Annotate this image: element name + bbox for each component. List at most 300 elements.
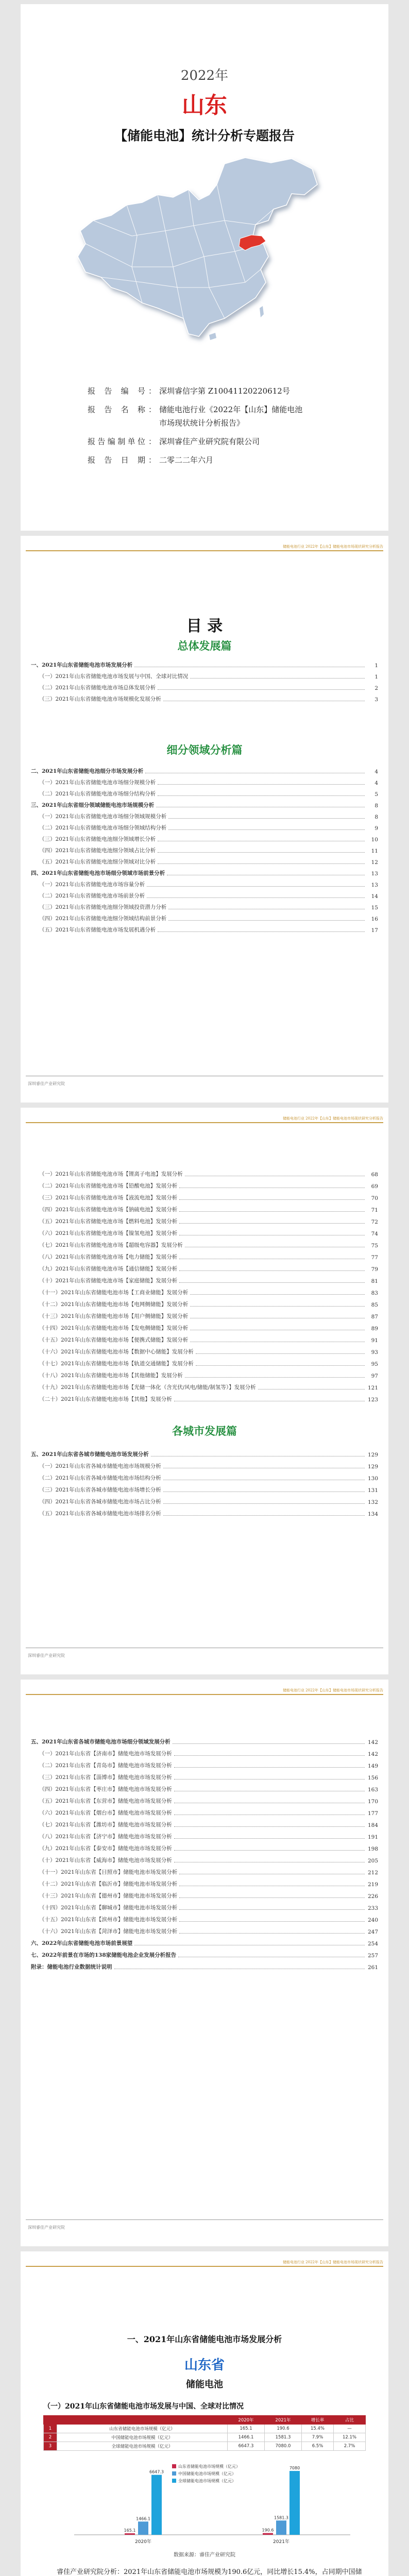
toc-section-cities: 各城市发展篇 [172, 1425, 237, 1437]
hainan-island [209, 333, 216, 340]
toc-entry-page: 257 [367, 1953, 378, 1959]
table-cell: 7.9% [302, 2433, 334, 2442]
toc-entry-page: 89 [371, 1326, 378, 1332]
toc-entry[interactable] [39, 1240, 378, 1249]
cover-info-row-4: 报告编制单位 ： 深圳睿佳产业研究院有限公司 [88, 437, 260, 446]
toc-entry[interactable] [39, 856, 378, 866]
toc-entry-title: （一）2021年山东省储能电池市场容量分析 [39, 880, 147, 888]
toc-leader-dots [179, 1282, 365, 1283]
toc-entry-title: 七、2022年前景在市场的138家储能电池企业发展分析报告 [31, 1951, 178, 1959]
toc-entry[interactable] [31, 800, 378, 809]
toc-entry[interactable] [39, 1394, 378, 1403]
toc-entry[interactable] [39, 1311, 378, 1320]
table-cell: 12.1% [334, 2433, 366, 2442]
toc-entry-title: （一）2021年山东省【济南市】储能电池市场发展分析 [39, 1750, 174, 1757]
table-cell: 全球储能电池市场规模（亿元） [57, 2442, 228, 2451]
toc-entry-page: 1 [374, 674, 378, 680]
toc-entry[interactable] [39, 682, 378, 691]
toc-entry-page: 87 [371, 1314, 378, 1320]
bar-value-label: 1581.3 [274, 2515, 288, 2520]
toc-entry[interactable] [39, 845, 378, 854]
toc-entry-page: 71 [371, 1207, 378, 1213]
page-header: 储能电池行业 2022年【山东】储能电池市场现状研究分析报告 [21, 1680, 388, 1700]
toc-entry-page: 8 [374, 803, 378, 809]
toc-entry-page: 70 [371, 1195, 378, 1201]
toc-entry[interactable] [31, 1938, 378, 1947]
toc-entry[interactable] [39, 834, 378, 843]
toc-entry-page: 10 [371, 837, 378, 843]
toc-leader-dots [174, 1826, 365, 1827]
toc-entry-page: 149 [367, 1763, 378, 1769]
toc-entry-title: （八）2021年山东省【济宁市】储能电池市场发展分析 [39, 1833, 174, 1840]
toc-entry-title: （四）2021年山东省【枣庄市】储能电池市场发展分析 [39, 1785, 174, 1793]
toc-entry[interactable] [39, 1216, 378, 1225]
bar [125, 2533, 135, 2535]
toc-entry-title: （二）2021年山东省储能电池市场总体发展分析 [39, 684, 158, 691]
section-heading-1: 一、2021年山东省储能电池市场发展分析 [127, 2334, 282, 2344]
toc-entry-page: 163 [367, 1787, 378, 1793]
toc-entry-title: （五）2021年山东省储能电池细分领域对比分析 [39, 858, 158, 866]
toc-leader-dots [179, 1211, 365, 1212]
toc-entry[interactable] [31, 766, 378, 775]
toc-entry-title: （七）2021年山东省【潍坊市】储能电池市场发展分析 [39, 1821, 174, 1828]
toc-entry[interactable] [39, 1807, 378, 1817]
toc-entry-title: （十八）2021年山东省储能电池市场【其他储能】发展分析 [39, 1371, 185, 1379]
toc-entry[interactable] [39, 1192, 378, 1201]
toc-entry-page: 16 [371, 916, 378, 922]
toc-entry[interactable] [39, 1275, 378, 1284]
toc-entry-title: （二）2021年山东省储能电池市场细分领域结构分析 [39, 824, 168, 832]
page-header: 储能电池行业 2022年【山东】储能电池市场现状研究分析报告 [21, 2251, 388, 2272]
cover-info-row-1: 报告编号 ： 深圳睿信字第 Z10041120220612号 [88, 386, 290, 396]
toc-entry[interactable] [31, 1950, 378, 1959]
china-map-outline [78, 158, 317, 336]
toc-entry-page: 177 [367, 1810, 378, 1817]
legend-label: 山东省储能电池市场规模（亿元） [178, 2464, 240, 2469]
toc-entry-title: （三）2021年山东省储能电池细分领域增长分析 [39, 835, 158, 843]
toc-entry[interactable] [39, 788, 378, 798]
chart-source: 数据来源：睿佳产业研究院 [174, 2552, 235, 2558]
toc-entry[interactable] [39, 913, 378, 922]
table-cell: 山东省储能电池市场规模（亿元） [57, 2425, 228, 2433]
toc-entry[interactable] [39, 1508, 378, 1517]
x-tick-label: 2021年 [273, 2539, 289, 2545]
toc-entry-title: （十五）2021年山东省储能电池市场【便携式储能】发展分析 [39, 1336, 190, 1344]
report-name-label: 报告名称 [88, 405, 145, 414]
report-org-value: 深圳睿佳产业研究院有限公司 [159, 437, 260, 446]
toc-entry-page: 5 [374, 791, 378, 798]
toc-entry-page: 77 [371, 1255, 378, 1261]
toc-entry-page: 129 [367, 1452, 378, 1458]
toc-entry-page: 4 [374, 769, 378, 775]
table-cell: 6647.3 [228, 2442, 265, 2451]
toc-entry-page: 13 [371, 882, 378, 888]
table-cell: 7080.0 [265, 2442, 302, 2451]
toc-leader-dots [185, 1377, 365, 1378]
table-row [44, 2433, 366, 2442]
table-header-cell: 2020年 [228, 2416, 265, 2425]
toc-leader-dots [196, 1353, 365, 1354]
toc-page-1 [21, 536, 388, 1103]
toc-entry-page: 15 [371, 905, 378, 911]
toc-entry-page: 132 [367, 1499, 378, 1505]
toc-page-2 [21, 1108, 388, 1674]
page-footer: 深圳睿佳产业研究院 [21, 1648, 388, 1668]
toc-leader-dots [190, 1306, 365, 1307]
toc-entry-page: 2 [374, 685, 378, 691]
toc-entry-page: 14 [371, 893, 378, 900]
toc-entry-page: 131 [367, 1487, 378, 1494]
toc-entry-title: （三）2021年山东省各城市储能电池市场增长分析 [39, 1486, 163, 1494]
report-number-value: 深圳睿信字第 Z10041120220612号 [159, 386, 290, 396]
toc-leader-dots [179, 1270, 365, 1271]
toc-entry-title: （十三）2021年山东省【德州市】储能电池市场发展分析 [39, 1892, 179, 1900]
toc-entry[interactable] [39, 777, 378, 786]
toc-entry[interactable] [39, 1902, 378, 1911]
toc-entry[interactable] [39, 1287, 378, 1296]
toc-entry[interactable] [39, 811, 378, 820]
toc-entry-page: 240 [367, 1917, 378, 1923]
toc-entry-page: 247 [367, 1929, 378, 1935]
toc-entry-title: （一）2021年山东省各城市储能电池市场规模分析 [39, 1462, 163, 1470]
legend-label: 全球储能电池市场规模（亿元） [178, 2479, 236, 2483]
toc-leader-dots [158, 795, 365, 796]
toc-entry-page: 74 [371, 1231, 378, 1237]
toc-entry-title: （四）2021年山东省储能电池细分领域占比分析 [39, 846, 158, 854]
toc-entry-title: （九）2021年山东省储能电池市场【通信储能】发展分析 [39, 1265, 179, 1273]
table-cell: 3 [44, 2442, 57, 2451]
toc-leader-dots [190, 678, 365, 679]
toc-entry-title: （三）2021年山东省储能电池市场规模化发展分析 [39, 695, 163, 703]
toc-entry[interactable] [39, 1472, 378, 1482]
toc-entry-page: 254 [367, 1941, 378, 1947]
toc-entry-title: 二、2021年山东省储能电池细分市场发展分析 [31, 767, 145, 775]
table-cell: 6.5% [302, 2442, 334, 2451]
cover-page [21, 4, 388, 531]
toc-leader-dots [173, 1743, 365, 1744]
subsection-heading-comparison: （一）2021年山东省储能电池市场发展与中国、全球对比情况 [43, 2402, 244, 2411]
toc-entry-title: （三）2021年山东省储能电池细分领域投资潜力分析 [39, 903, 168, 911]
toc-entry[interactable] [39, 1370, 378, 1379]
toc-entry-title: （一）2021年山东省储能电池市场【锂离子电池】发展分析 [39, 1170, 185, 1178]
toc-entry[interactable] [39, 1496, 378, 1505]
cover-info-row-2: 报告名称 ： 储能电池行业《2022年【山东】储能电池 [88, 405, 303, 414]
toc-entry-page: 8 [374, 814, 378, 820]
toc-entry-page: 142 [367, 1751, 378, 1757]
toc-entry-title: （二）2021年山东省储能电池市场细分结构分析 [39, 790, 158, 798]
toc-entry-page: 191 [367, 1834, 378, 1840]
bar [263, 2533, 273, 2535]
toc-entry[interactable] [39, 822, 378, 832]
toc-entry[interactable] [39, 890, 378, 900]
table-cell: 1466.1 [228, 2433, 265, 2442]
table-row [44, 2442, 366, 2451]
china-map-graphic [70, 154, 338, 349]
toc-leader-dots [179, 1897, 365, 1898]
bar [276, 2520, 286, 2535]
toc-entry[interactable] [31, 1449, 378, 1458]
toc-entry-title: （十四）2021年山东省【聊城市】储能电池市场发展分析 [39, 1904, 179, 1911]
toc-entry[interactable] [39, 1926, 378, 1935]
toc-entry-page: 9 [374, 825, 378, 832]
toc-entry-title: （一）2021年山东省储能电池市场发展与中国、全球对比情况 [39, 672, 190, 680]
table-cell: 中国储能电池市场规模（亿元） [57, 2433, 228, 2442]
legend-swatch [172, 2479, 176, 2483]
toc-leader-dots [174, 1755, 365, 1756]
toc-page-3 [21, 1680, 388, 2246]
toc-leader-dots [158, 863, 365, 864]
toc-entry[interactable] [39, 1299, 378, 1308]
toc-entry[interactable] [31, 659, 378, 669]
toc-entry-title: （七）2021年山东省储能电池市场【超级电容器】发展分析 [39, 1241, 185, 1249]
toc-leader-dots [179, 1199, 365, 1200]
toc-entry-title: （一）2021年山东省储能电池市场细分规模分析 [39, 778, 158, 786]
toc-entry-title: 四、2021年山东省储能电池市场细分领域市场前景分析 [31, 869, 167, 877]
toc-entry-page: 83 [371, 1290, 378, 1296]
toc-entry-page: 130 [367, 1476, 378, 1482]
toc-entry[interactable] [39, 1323, 378, 1332]
body-page-1 [21, 2251, 388, 2576]
toc-entry-title: （九）2021年山东省【泰安市】储能电池市场发展分析 [39, 1844, 174, 1852]
toc-entry[interactable] [39, 1760, 378, 1769]
toc-entry[interactable] [39, 1748, 378, 1757]
toc-entry[interactable] [39, 1461, 378, 1470]
toc-entry-page: 184 [367, 1822, 378, 1828]
toc-entry[interactable] [39, 1819, 378, 1828]
toc-entry-title: （十一）2021年山东省储能电池市场【工商业储能】发展分析 [39, 1289, 190, 1296]
table-cell: — [334, 2425, 366, 2433]
table-header-cell: 增长率 [302, 2416, 334, 2425]
toc-leader-dots [168, 920, 365, 921]
toc-entry-title: （十二）2021年山东省储能电池市场【电网侧储能】发展分析 [39, 1300, 190, 1308]
toc-entry-page: 81 [371, 1278, 378, 1284]
toc-entry[interactable] [31, 1961, 378, 1971]
toc-entry-page: 95 [371, 1361, 378, 1367]
toc-leader-dots [174, 1838, 365, 1839]
toc-entry-title: （十六）2021年山东省【菏泽市】储能电池市场发展分析 [39, 1927, 179, 1935]
toc-entry[interactable] [39, 1831, 378, 1840]
cover-province: 山东 [182, 92, 227, 118]
taiwan-island [260, 306, 264, 317]
toc-entry[interactable] [31, 868, 378, 877]
toc-entry-page: 85 [371, 1302, 378, 1308]
toc-entry[interactable] [39, 693, 378, 703]
toc-leader-dots [174, 1779, 365, 1780]
toc-entry[interactable] [39, 879, 378, 888]
x-tick-label: 2020年 [135, 2539, 151, 2545]
toc-entry[interactable] [39, 902, 378, 911]
toc-leader-dots [163, 1503, 365, 1504]
toc-entry-page: 91 [371, 1337, 378, 1344]
toc-entry-title: （五）2021年山东省【东营市】储能电池市场发展分析 [39, 1797, 174, 1805]
report-name-value: 储能电池行业《2022年【山东】储能电池 [159, 405, 303, 414]
toc-leader-dots [190, 1294, 365, 1295]
toc-entry-title: （一）2021年山东省储能电池市场细分领域规模分析 [39, 812, 168, 820]
toc-entry-title: 附录：储能电池行业数据统计说明 [31, 1963, 114, 1971]
toc-entry[interactable] [39, 1914, 378, 1923]
toc-entry-page: 142 [367, 1739, 378, 1745]
cover-year: 2022年 [180, 68, 229, 83]
toc-entry[interactable] [39, 1890, 378, 1900]
bar-value-label: 165.1 [124, 2528, 136, 2533]
page-footer: 深圳睿佳产业研究院 [21, 1076, 388, 1096]
table-header-cell [57, 2416, 228, 2425]
table-cell: 15.4% [302, 2425, 334, 2433]
toc-entry-title: 五、2021年山东省各城市储能电池市场发展分析 [31, 1450, 151, 1458]
toc-entry-title: （四）2021年山东省各城市储能电池市场占比分析 [39, 1498, 163, 1505]
toc-entry-page: 219 [367, 1882, 378, 1888]
toc-entry[interactable] [39, 1484, 378, 1494]
table-header-cell [44, 2416, 57, 2425]
toc-leader-dots [196, 1365, 365, 1366]
toc-entry-page: 13 [371, 871, 378, 877]
toc-section-overall: 总体发展篇 [177, 639, 232, 652]
toc-entry-title: （八）2021年山东省储能电池市场【电力储能】发展分析 [39, 1253, 179, 1261]
toc-entry[interactable] [39, 1168, 378, 1178]
toc-entry-page: 68 [371, 1172, 378, 1178]
bar-chart [43, 2455, 366, 2548]
toc-entry-page: 69 [371, 1183, 378, 1190]
toc-leader-dots [158, 852, 365, 853]
comparison-table [43, 2415, 366, 2451]
paragraph-comparison: 睿佳产业研究院分析：2021年山东省储能电池市场规模为190.6亿元，同比增长15.4%，占同期中国储 [57, 2568, 362, 2576]
toc-entry-page: 75 [371, 1243, 378, 1249]
toc-entry-title: （二）2021年山东省储能电池市场【铅酸电池】发展分析 [39, 1182, 179, 1190]
toc-leader-dots [158, 784, 365, 785]
toc-entry-title: （五）2021年山东省各城市储能电池市场排名分析 [39, 1510, 163, 1517]
bar-value-label: 1466.1 [136, 2516, 150, 2521]
toc-entry-title: （十三）2021年山东省储能电池市场【用户侧储能】发展分析 [39, 1312, 190, 1320]
toc-entry[interactable] [39, 1382, 378, 1391]
report-number-label: 报告编号 [88, 386, 145, 396]
toc-entry-title: 五、2021年山东省各城市储能电池市场细分领域发展分析 [31, 1738, 173, 1745]
page-header: 储能电池行业 2022年【山东】储能电池市场现状研究分析报告 [21, 1108, 388, 1128]
report-date-value: 二零二二年六月 [159, 455, 214, 465]
toc-entry[interactable] [39, 1263, 378, 1273]
toc-entry-title: 六、2022年山东省储能电池市场前景展望 [31, 1939, 134, 1947]
table-cell: 165.1 [228, 2425, 265, 2433]
toc-entry-title: （五）2021年山东省储能电池市场【燃料电池】发展分析 [39, 1217, 179, 1225]
report-name-value-cont: 市场现状统计分析报告》 [159, 418, 245, 428]
table-header-row [44, 2416, 366, 2425]
toc-entry[interactable] [39, 1878, 378, 1888]
toc-entry-title: （二十）2021年山东省储能电池市场【其他】发展分析 [39, 1395, 174, 1403]
toc-heading: 目 录 [186, 617, 223, 635]
toc-entry[interactable] [39, 1358, 378, 1367]
toc-entry-title: （六）2021年山东省【烟台市】储能电池市场发展分析 [39, 1809, 174, 1817]
cover-title: 【储能电池】统计分析专题报告 [114, 128, 295, 143]
toc-entry[interactable] [39, 1228, 378, 1237]
toc-section-segments: 细分领域分析篇 [166, 743, 243, 756]
cover-info-row-3 [88, 417, 244, 428]
bar-value-label: 190.6 [262, 2528, 274, 2533]
toc-entry[interactable] [39, 1867, 378, 1876]
toc-leader-dots [163, 1515, 365, 1516]
toc-entry-page: 226 [367, 1893, 378, 1900]
toc-entry[interactable] [39, 1795, 378, 1805]
toc-entry-page: 79 [371, 1266, 378, 1273]
toc-leader-dots [158, 689, 365, 690]
page-header: 储能电池行业 2022年【山东】储能电池市场现状研究分析报告 [21, 536, 388, 556]
bar [151, 2475, 162, 2535]
toc-entry-title: （六）2021年山东省储能电池市场【镍氢电池】发展分析 [39, 1229, 179, 1237]
toc-entry-title: （三）2021年山东省【淄博市】储能电池市场发展分析 [39, 1773, 174, 1781]
toc-entry-page: 1 [374, 663, 378, 669]
table-cell: 2 [44, 2433, 57, 2442]
toc-leader-dots [179, 1921, 365, 1922]
toc-entry[interactable] [39, 1346, 378, 1355]
bar [289, 2471, 300, 2535]
toc-entry-page: 261 [367, 1964, 378, 1971]
toc-entry-title: （二）2021年山东省【青岛市】储能电池市场发展分析 [39, 1761, 174, 1769]
toc-entry-title: （五）2021年山东省储能电池市场发展机遇分析 [39, 926, 158, 934]
toc-leader-dots [174, 1850, 365, 1851]
toc-leader-dots [168, 818, 365, 819]
toc-entry[interactable] [39, 1784, 378, 1793]
bar [138, 2521, 148, 2535]
toc-entry-title: （十四）2021年山东省储能电池市场【发电侧储能】发展分析 [39, 1324, 190, 1332]
toc-entry-title: （三）2021年山东省储能电池市场【液流电池】发展分析 [39, 1194, 179, 1201]
toc-entry[interactable] [39, 1204, 378, 1213]
toc-entry[interactable] [39, 1855, 378, 1864]
toc-entry-title: （二）2021年山东省储能电池市场前景分析 [39, 892, 147, 900]
toc-entry-title: （十）2021年山东省【威海市】储能电池市场发展分析 [39, 1856, 174, 1864]
table-row [44, 2425, 366, 2433]
toc-leader-dots [179, 1223, 365, 1224]
legend-label: 中国储能电池市场规模（亿元） [178, 2471, 236, 2476]
toc-entry-page: 134 [367, 1511, 378, 1517]
toc-entry-title: （四）2021年山东省储能电池细分领域结构前景分析 [39, 914, 168, 922]
toc-leader-dots [168, 829, 365, 830]
toc-entry[interactable] [39, 671, 378, 680]
toc-entry-page: 4 [374, 780, 378, 786]
table-header-cell: 占比 [334, 2416, 366, 2425]
toc-entry[interactable] [39, 1251, 378, 1261]
table-cell: 2.7% [334, 2442, 366, 2451]
toc-entry-page: 3 [374, 697, 378, 703]
toc-entry[interactable] [39, 1334, 378, 1344]
toc-leader-dots [147, 886, 365, 887]
table-cell: 190.6 [265, 2425, 302, 2433]
toc-leader-dots [158, 931, 365, 932]
toc-entry[interactable] [39, 924, 378, 934]
toc-entry-page: 129 [367, 1464, 378, 1470]
toc-entry-title: （二）2021年山东省各城市储能电池市场结构分析 [39, 1474, 163, 1482]
toc-entry[interactable] [31, 1736, 378, 1745]
toc-entry-title: （十二）2021年山东省【临沂市】储能电池市场发展分析 [39, 1880, 179, 1888]
toc-entry-title: （四）2021年山东省储能电池市场【钠硫电池】发展分析 [39, 1206, 179, 1213]
toc-entry-title: （十五）2021年山东省【滨州市】储能电池市场发展分析 [39, 1916, 179, 1923]
toc-entry-page: 97 [371, 1373, 378, 1379]
subject-title: 储能电池 [186, 2379, 223, 2390]
toc-entry[interactable] [39, 1843, 378, 1852]
toc-leader-dots [179, 1933, 365, 1934]
toc-entry-title: 一、2021年山东省储能电池市场发展分析 [31, 661, 134, 669]
toc-entry[interactable] [39, 1772, 378, 1781]
toc-entry-page: 11 [371, 848, 378, 854]
toc-leader-dots [179, 1909, 365, 1910]
toc-entry[interactable] [39, 1180, 378, 1190]
bar-value-label: 6647.3 [149, 2469, 164, 2475]
toc-leader-dots [147, 897, 365, 898]
bar-value-label: 7080 [289, 2466, 300, 2471]
toc-entry-title: （十一）2021年山东省【日照市】储能电池市场发展分析 [39, 1868, 179, 1876]
toc-entry-page: 170 [367, 1799, 378, 1805]
toc-entry-page: 205 [367, 1858, 378, 1864]
toc-entry-page: 93 [371, 1349, 378, 1355]
toc-entry-page: 212 [367, 1870, 378, 1876]
toc-entry-title: （十六）2021年山东省储能电池市场【数据中心储能】发展分析 [39, 1348, 196, 1355]
